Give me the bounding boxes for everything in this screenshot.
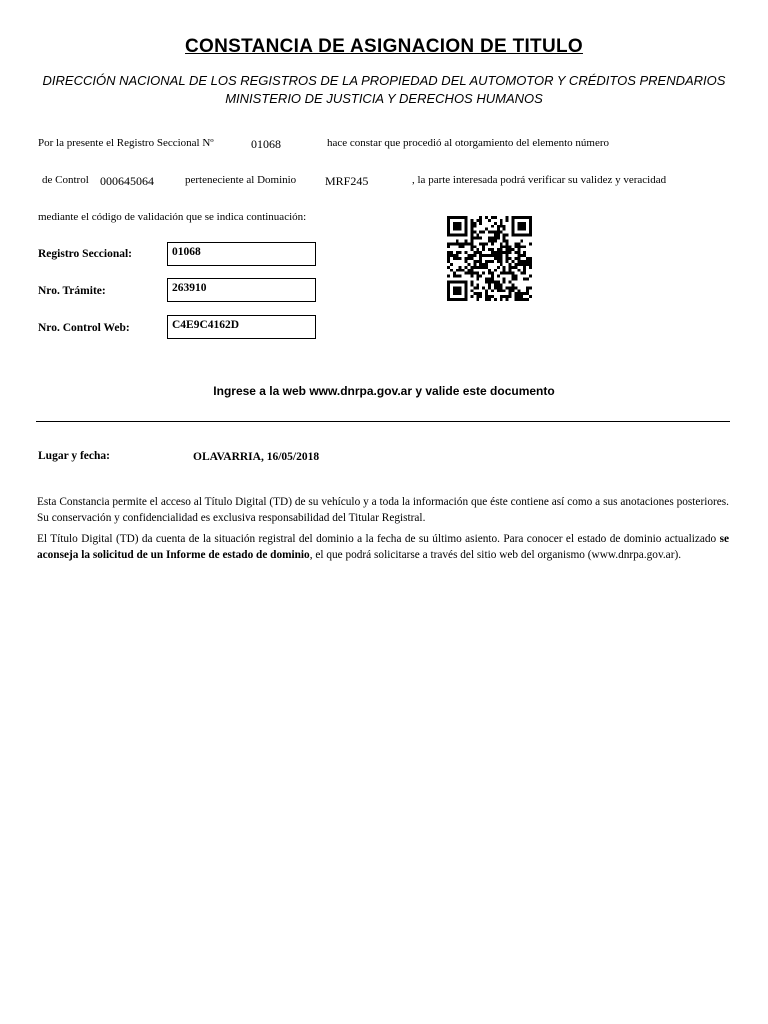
statement-dominio: MRF245 (325, 174, 369, 188)
document-title: CONSTANCIA DE ASIGNACION DE TITULO (185, 36, 583, 57)
lugar-fecha-value: OLAVARRIA, 16/05/2018 (193, 451, 320, 463)
note-paragraph-2-bold: se aconseja la solicitud de un Informe de estado de dominio (37, 533, 729, 561)
statement-de-control: de Control (42, 174, 89, 186)
statement-mediante: mediante el código de validación que se indica continuación: (38, 211, 307, 223)
statement-control-number: 000645064 (100, 174, 154, 188)
nro-tramite-field: 263910 (167, 278, 316, 302)
statement-registro-number: 01068 (251, 137, 281, 151)
nro-control-web-field: C4E9C4162D (167, 315, 316, 339)
divider (36, 421, 730, 422)
nro-tramite-label: Nro. Trámite: (38, 285, 106, 297)
note-paragraph-2-start: El Título Digital (TD) da cuenta de la situación registral del dominio a la fecha de su último asiento. Para conocer el estado de dominio actualizado (37, 533, 720, 545)
subtitle-line-1: DIRECCIÓN NACIONAL DE LOS REGISTROS DE LA PROPIEDAD DEL AUTOMOTOR Y CRÉDITOS PRENDARIOS (42, 73, 726, 88)
note-paragraph-2-end: , el que podrá solicitarse a través del sitio web del organismo (www.dnrpa.gov.ar). (309, 549, 682, 561)
statement-intro: Por la presente el Registro Seccional Nº (38, 137, 214, 149)
qr-code-icon (447, 216, 532, 301)
note-paragraph-2 (37, 531, 729, 563)
statement-parte-interesada: , la parte interesada podrá verificar su validez y veracidad (412, 174, 667, 186)
registro-seccional-label: Registro Seccional: (38, 248, 133, 260)
statement-perteneciente: perteneciente al Dominio (185, 174, 297, 186)
registro-seccional-field: 01068 (167, 242, 316, 266)
subtitle-line-2: MINISTERIO DE JUSTICIA Y DERECHOS HUMANOS (225, 91, 543, 106)
statement-hace-constar: hace constar que procedió al otorgamiento del elemento número (327, 137, 610, 149)
note-paragraph-1: Esta Constancia permite el acceso al Título Digital (TD) de su vehículo y a toda la información que éste contiene así como a sus anotaciones posteriores. Su conservación y confidencialidad es exclusiva responsabilidad del Titular Registral. (37, 496, 729, 524)
nro-control-web-label: Nro. Control Web: (38, 322, 130, 334)
validation-instruction: Ingrese a la web www.dnrpa.gov.ar y valide este documento (213, 384, 555, 398)
lugar-fecha-label: Lugar y fecha: (38, 450, 110, 462)
